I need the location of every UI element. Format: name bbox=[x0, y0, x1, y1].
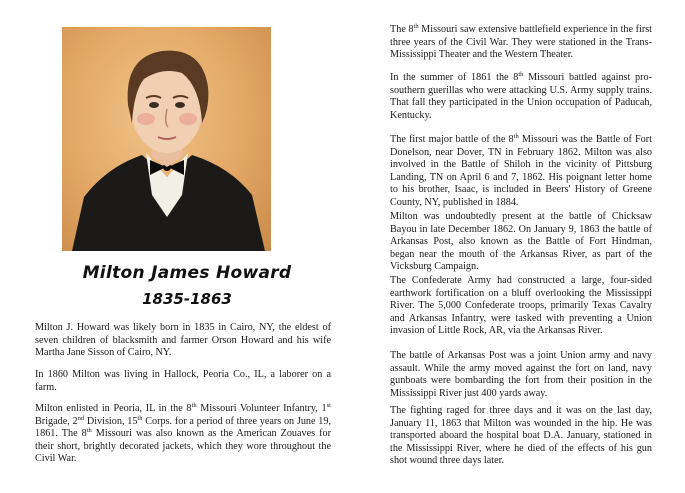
right-paragraph-5: The Confederate Army had constructed a large, four-sided earthwork fortification on a bluff overlooking the Mississippi River. The 5,000 Confederate troops, primarily Texas Cavalry and Arkansas Infantry, were tasked with preventing a Union invasion of Little Rock, AR, via the Arkansas River. bbox=[390, 275, 652, 337]
life-dates: 1835-1863 bbox=[142, 290, 232, 308]
right-paragraph-2 bbox=[390, 72, 652, 122]
right-paragraph-7: The fighting raged for three days and it was on the last day, January 11, 1863 that Milton was wounded in the hip. He was transported aboard the hospital boat D.A. January, stationed in the Mississippi River, where he died of the effects of his gun shot wound three days later. bbox=[390, 405, 652, 467]
right-paragraph-6: The battle of Arkansas Post was a joint Union army and navy assault. While the army moved against the fort on land, navy gunboats were bombarding the fort from their position in the Mississippi River just 400 yards away. bbox=[390, 350, 652, 399]
text-run: In the summer of 1861 the 8 bbox=[390, 72, 519, 83]
text-run: Missouri Volunteer Infantry, 1 bbox=[196, 403, 327, 414]
ordinal-suffix: th bbox=[86, 427, 92, 435]
right-paragraph-1 bbox=[390, 24, 652, 62]
text-run: Missouri saw extensive battlefield experience in the first three years of the Civil War. They were stationed in the Trans-Mississippi Theater and the Western Theater. bbox=[390, 24, 653, 61]
left-column bbox=[28, 0, 346, 493]
ordinal-suffix: th bbox=[413, 23, 419, 30]
ordinal-suffix: th bbox=[191, 402, 197, 409]
text-run: Corps. for a period of three years on June 19, 1861. The 8 bbox=[35, 415, 332, 440]
text-run: Missouri battled against pro-southern guerillas who were attacking U.S. Army supply trains. That fall they participated in the Union occupation of Paducah, Kentucky. bbox=[390, 72, 653, 121]
left-paragraph-3 bbox=[35, 403, 331, 466]
text-run: Missouri was the Battle of Fort Donelson, near Dover, TN in February 1862. Milton was also involved in the Battle of Shiloh in the vicinity of Pittsburg Landing, TN on April 6 and 7, 1862. His poignant letter home to his brother, Isaac, is included in Beers' History of Greene County, NY, published in 1884. bbox=[390, 134, 652, 208]
ordinal-suffix: th bbox=[137, 414, 143, 422]
ordinal-suffix: th bbox=[513, 133, 519, 140]
ordinal-suffix: nd bbox=[77, 414, 85, 422]
right-paragraph-4: Milton was undoubtedly present at the battle of Chicksaw Bayou in late December 1862. On January 9, 1863 the battle of Arkansas Post, also known as the Battle of Fort Hindman, began near the mouth of the Arkansas River, as part of the Vicksburg Campaign. bbox=[390, 211, 652, 273]
text-run: The first major battle of the 8 bbox=[390, 134, 514, 145]
eye-left bbox=[149, 102, 159, 108]
ordinal-suffix: st bbox=[326, 402, 331, 409]
text-run: Brigade, 2 bbox=[35, 415, 78, 427]
cheek-right bbox=[179, 113, 197, 125]
text-run: The 8 bbox=[390, 24, 414, 35]
eye-right bbox=[175, 102, 185, 108]
person-name: Milton James Howard bbox=[82, 263, 292, 283]
portrait-image bbox=[62, 27, 271, 251]
text-run: Milton enlisted in Peoria, IL in the 8 bbox=[35, 403, 192, 414]
right-paragraph-3 bbox=[390, 134, 652, 210]
left-paragraph-2: In 1860 Milton was living in Hallock, Peoria Co., IL, a laborer on a farm. bbox=[35, 369, 331, 393]
right-column bbox=[390, 0, 652, 493]
portrait-drawing bbox=[62, 27, 271, 251]
cheek-left bbox=[137, 113, 155, 125]
ordinal-suffix: th bbox=[518, 71, 524, 78]
text-run: Division, 15 bbox=[84, 415, 138, 427]
text-run: Missouri was also known as the American Zouaves for their short, brightly decorated jackets, which they wore throughout the Civil War. bbox=[35, 428, 332, 465]
left-paragraph-1: Milton J. Howard was likely born in 1835 in Cairo, NY, the eldest of seven children of blacksmith and farmer Orson Howard and his wife Martha Jane Sisson of Cairo, NY. bbox=[35, 322, 331, 359]
